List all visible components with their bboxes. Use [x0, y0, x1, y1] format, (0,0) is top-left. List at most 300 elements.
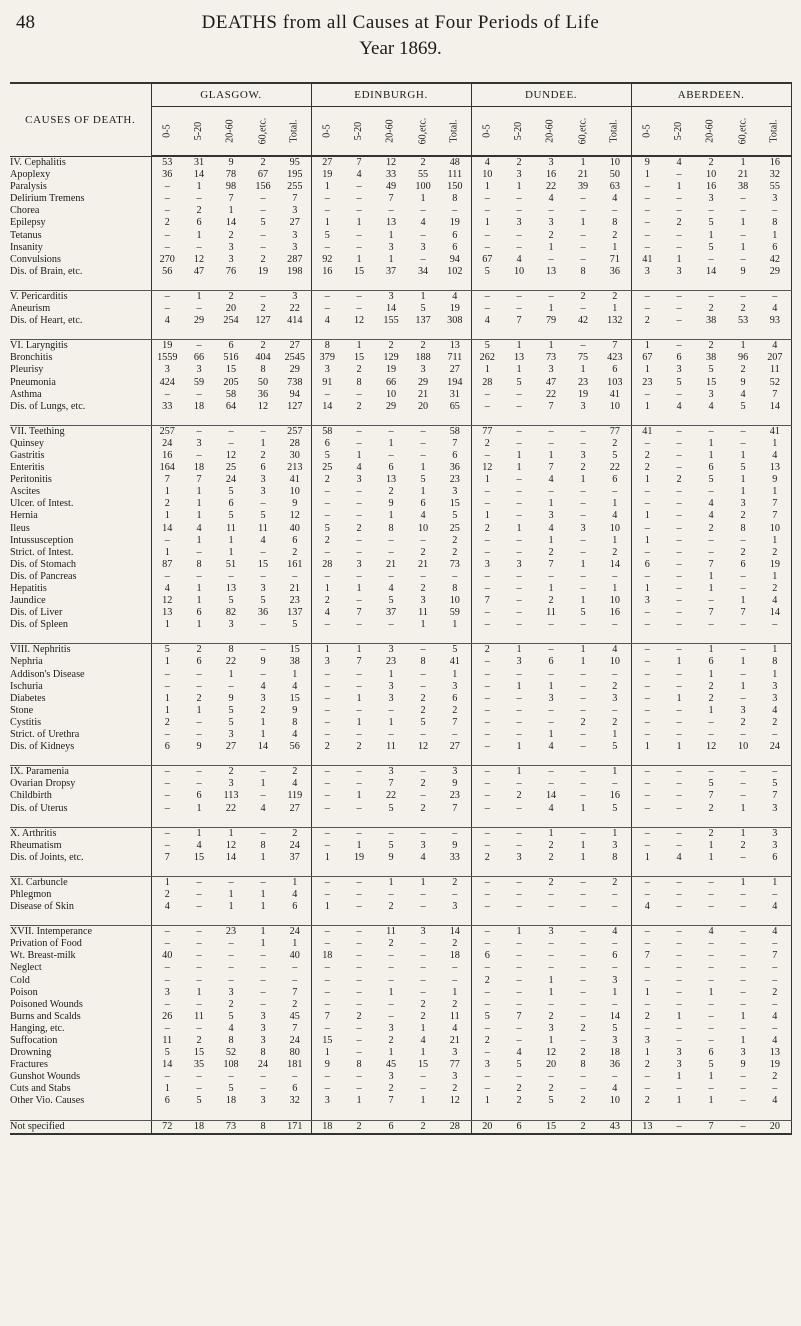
table-cell: –	[260, 950, 266, 962]
table-row	[10, 693, 791, 705]
table-cell: –	[631, 438, 663, 450]
table-cell: 3	[612, 1035, 618, 1046]
table-cell: 3	[356, 558, 362, 570]
table-cell: –	[580, 570, 586, 582]
table-cell: –	[452, 888, 458, 900]
table-cell: 1	[151, 656, 183, 668]
divider-cell	[503, 413, 535, 426]
table-row	[10, 559, 791, 571]
cause-label: VIII. Nephritis	[10, 644, 71, 656]
table-cell: 11	[258, 522, 268, 534]
table-row	[10, 315, 791, 327]
table-cell: 2	[420, 1010, 426, 1022]
table-cell: 7	[388, 1095, 394, 1107]
table-cell: 1	[516, 462, 522, 474]
table-cell: 5	[260, 595, 266, 607]
age-header-label: 5-20	[353, 121, 364, 141]
age-header-label: 60,etc.	[577, 117, 588, 145]
table-cell: –	[631, 230, 663, 242]
table-cell: 4	[196, 839, 202, 851]
table-cell: 11	[759, 364, 791, 376]
divider-cell	[311, 413, 343, 426]
table-cell: 10	[471, 169, 503, 181]
table-cell: 2	[676, 217, 682, 229]
divider-cell	[279, 278, 311, 291]
table-cell: –	[420, 570, 426, 582]
table-cell: –	[708, 729, 714, 741]
table-cell: –	[631, 729, 663, 741]
table-cell: 1	[260, 888, 266, 900]
table-cell: –	[631, 803, 663, 815]
table-cell: 36	[609, 265, 620, 277]
cause-label: Pneumonia	[10, 376, 56, 388]
table-cell: 2	[420, 998, 426, 1010]
table-cell: –	[311, 498, 343, 510]
table-cell: –	[452, 570, 458, 582]
table-cell: –	[260, 205, 266, 217]
table-cell: –	[580, 425, 586, 437]
table-cell: –	[311, 975, 343, 987]
table-cell: –	[708, 253, 714, 265]
table-cell: 6	[740, 558, 746, 570]
table-cell: 1	[759, 438, 791, 450]
table-cell: 5	[708, 364, 714, 376]
table-cell: –	[740, 986, 746, 998]
table-cell: 6	[612, 950, 618, 962]
table-cell: –	[631, 656, 663, 668]
table-cell: –	[516, 1071, 522, 1083]
table-cell: –	[420, 938, 426, 950]
cause-label: Disease of Skin	[10, 901, 74, 913]
table-cell: –	[548, 704, 554, 716]
table-cell: 2	[420, 802, 426, 814]
table-cell: 12	[151, 595, 183, 607]
table-cell: 52	[225, 1047, 237, 1059]
table-cell: –	[356, 766, 362, 778]
table-cell: 1	[388, 716, 394, 728]
table-cell: 67	[257, 169, 269, 181]
table-cell: 48	[449, 157, 460, 168]
table-cell: 1	[631, 535, 663, 547]
divider-cell	[567, 753, 599, 766]
cause-label: Delirium Tremens	[10, 193, 85, 205]
table-cell: 9	[260, 656, 266, 668]
table-cell: –	[631, 705, 663, 717]
table-cell: –	[740, 1083, 746, 1095]
table-cell: –	[311, 571, 343, 583]
table-cell: 5	[151, 1047, 183, 1059]
table-cell: –	[260, 425, 266, 437]
table-cell: –	[676, 510, 682, 522]
table-cell: 4	[311, 315, 343, 327]
table-cell: –	[708, 1083, 714, 1095]
table-cell: 12	[225, 839, 237, 851]
table-cell: 1	[708, 437, 714, 449]
table-cell: 2	[548, 229, 554, 241]
table-cell: 91	[311, 377, 343, 389]
table-cell: 5	[420, 716, 426, 728]
table-row	[10, 583, 791, 595]
table-cell: 1	[612, 986, 618, 998]
table-cell: 22	[545, 388, 557, 400]
table-cell: 24	[289, 839, 300, 851]
table-cell: –	[631, 876, 663, 889]
table-cell: –	[420, 205, 426, 217]
table-cell: 47	[545, 376, 557, 388]
table-cell: –	[612, 888, 618, 900]
table-cell: –	[580, 583, 586, 594]
table-cell: 45	[385, 1059, 397, 1071]
table-cell: 5	[228, 716, 234, 728]
table-cell: 1	[311, 583, 343, 595]
table-cell: 5	[612, 802, 618, 814]
table-cell: –	[631, 669, 663, 681]
table-cell: 4	[516, 253, 522, 265]
table-cell: –	[471, 827, 503, 840]
cause-label: Phlegmon	[10, 888, 52, 900]
table-cell: –	[548, 901, 554, 913]
table-cell: –	[516, 998, 522, 1010]
divider-cell	[215, 413, 247, 426]
table-cell: 73	[545, 352, 557, 364]
table-cell: –	[196, 546, 202, 558]
cause-label: Addison's Disease	[10, 668, 85, 680]
table-cell: –	[516, 193, 522, 205]
table-cell: 2	[388, 938, 394, 950]
table-cell: 8	[228, 1035, 234, 1046]
table-cell: 14	[225, 851, 237, 863]
table-cell: 5	[740, 462, 746, 474]
divider-cell	[439, 913, 471, 926]
table-row	[10, 352, 791, 364]
table-cell: –	[260, 766, 266, 778]
table-cell: 7	[311, 1011, 343, 1023]
table-cell: 1	[260, 901, 266, 913]
table-cell: –	[260, 193, 266, 205]
divider-cell	[631, 327, 663, 340]
table-cell: –	[471, 889, 503, 901]
table-cell: 39	[577, 181, 589, 193]
table-row	[10, 962, 791, 974]
table-cell: –	[196, 388, 202, 400]
table-cell: 1	[759, 571, 791, 583]
table-cell: 20	[545, 1059, 557, 1071]
table-row	[10, 741, 791, 753]
table-cell: 213	[287, 462, 303, 474]
table-cell: –	[740, 644, 746, 656]
table-cell: 19	[449, 303, 460, 315]
table-cell: –	[580, 486, 586, 498]
table-cell: –	[740, 766, 746, 778]
divider-cell	[10, 815, 151, 828]
divider-cell	[407, 753, 439, 766]
table-cell: 1	[631, 741, 663, 753]
table-row	[10, 303, 791, 315]
table-cell: –	[260, 986, 266, 998]
table-cell: 254	[223, 315, 239, 327]
table-cell: –	[420, 680, 426, 692]
table-cell: 3	[388, 644, 394, 656]
table-cell: –	[356, 729, 362, 741]
table-cell: –	[516, 962, 522, 974]
city-header-row	[10, 83, 791, 107]
table-cell: 2	[708, 340, 714, 352]
table-cell: 3	[452, 901, 458, 913]
divider-cell	[279, 1108, 311, 1121]
table-cell: 3	[420, 595, 426, 607]
table-cell: –	[516, 716, 522, 728]
table-cell: 47	[193, 265, 205, 277]
age-header-label: 20-60	[224, 119, 236, 143]
table-cell: 24	[759, 741, 791, 753]
table-cell: 1	[471, 217, 503, 229]
table-cell: 4	[708, 510, 714, 522]
table-cell: –	[631, 889, 663, 901]
divider-cell	[599, 864, 631, 877]
table-cell: –	[311, 705, 343, 717]
table-cell: 2	[612, 876, 618, 888]
table-cell: 1	[548, 680, 554, 692]
table-cell: –	[356, 229, 362, 241]
table-cell: 10	[609, 595, 620, 607]
table-cell: 1	[420, 486, 426, 498]
table-cell: 9	[311, 1059, 343, 1071]
table-cell: 1	[708, 839, 714, 851]
table-cell: 1	[740, 241, 746, 253]
divider-cell	[695, 278, 727, 291]
table-cell: 4	[420, 851, 426, 863]
table-cell: 73	[215, 1120, 247, 1134]
table-cell: –	[388, 570, 394, 582]
table-cell: 16	[545, 169, 557, 181]
table-cell: 80	[289, 1047, 300, 1059]
divider-cell	[215, 815, 247, 828]
table-row	[10, 790, 791, 802]
divider-cell	[503, 631, 535, 644]
table-cell: 2	[759, 987, 791, 999]
table-cell: 5	[612, 1022, 618, 1034]
table-cell: –	[471, 987, 503, 999]
table-cell: 6	[388, 462, 394, 474]
table-cell: –	[740, 790, 746, 802]
table-cell: –	[676, 498, 682, 510]
divider-cell	[727, 815, 759, 828]
table-cell: 6	[196, 217, 202, 229]
table-cell: 2	[580, 462, 586, 474]
table-cell: 1	[676, 1071, 682, 1083]
table-cell: 1	[708, 1071, 714, 1083]
table-cell: –	[631, 778, 663, 790]
table-cell: –	[420, 962, 426, 974]
table-cell: 3	[260, 1022, 266, 1034]
table-cell: 2	[420, 778, 426, 790]
table-cell: 3	[676, 364, 682, 376]
divider-cell	[151, 815, 183, 828]
table-cell: –	[196, 716, 202, 728]
table-cell: –	[151, 827, 183, 840]
table-cell: 2	[452, 876, 458, 888]
table-cell: –	[356, 205, 362, 217]
cause-label: Jaundice	[10, 595, 46, 607]
cause-label: Ulcer. of Intest.	[10, 498, 74, 510]
divider-cell	[311, 913, 343, 926]
cause-label: Quinsey	[10, 437, 44, 449]
table-cell: 1	[516, 926, 522, 938]
table-cell: –	[548, 290, 554, 302]
table-cell: 5	[292, 619, 298, 631]
table-cell: 13	[759, 1047, 791, 1059]
table-cell: 1	[612, 303, 618, 315]
table-cell: 8	[452, 193, 458, 205]
table-cell: 15	[449, 498, 460, 510]
table-cell: 3	[580, 449, 586, 461]
table-cell: 1	[356, 839, 362, 851]
table-cell: 5	[708, 241, 714, 253]
table-cell: –	[580, 888, 586, 900]
table-cell: 1	[580, 644, 586, 656]
table-cell: 21	[577, 169, 589, 181]
table-cell: 13	[385, 474, 397, 486]
table-cell: 31	[449, 388, 460, 400]
table-cell: 3	[631, 266, 663, 278]
table-cell: –	[311, 717, 343, 729]
divider-cell	[247, 815, 279, 828]
table-cell: –	[676, 926, 682, 938]
table-cell: 7	[708, 790, 714, 802]
table-cell: 23	[225, 926, 237, 938]
table-cell: 24	[151, 438, 183, 450]
table-cell: –	[196, 449, 202, 461]
table-cell: 2	[196, 1035, 202, 1046]
divider-cell	[10, 631, 151, 644]
table-cell: 2	[388, 340, 394, 352]
table-cell: 9	[452, 778, 458, 790]
cause-label: Diabetes	[10, 692, 46, 704]
table-cell: 43	[599, 1120, 631, 1134]
table-cell: 10	[385, 388, 397, 400]
table-cell: 38	[738, 181, 749, 193]
table-cell: 4	[196, 522, 202, 534]
table-cell: 5	[420, 303, 426, 315]
table-cell: 2	[708, 802, 714, 814]
age-header-label: 5-20	[673, 121, 685, 141]
divider-cell	[567, 631, 599, 644]
table-cell: 2	[196, 644, 202, 656]
table-cell: –	[151, 778, 183, 790]
table-cell: 19	[759, 1059, 791, 1071]
table-cell: 4	[759, 595, 791, 607]
table-cell: 1	[196, 498, 202, 510]
table-cell: –	[516, 619, 522, 631]
table-cell: –	[196, 974, 202, 986]
table-cell: 4	[420, 510, 426, 522]
table-cell: 2	[407, 1120, 439, 1134]
table-cell: 42	[577, 315, 589, 327]
table-cell: –	[580, 498, 586, 510]
divider-cell	[471, 631, 503, 644]
table-cell: 14	[257, 741, 269, 753]
table-cell: –	[759, 1023, 791, 1035]
table-cell: –	[356, 950, 362, 962]
table-cell: –	[676, 583, 682, 594]
table-cell: 15	[193, 851, 205, 863]
table-cell: 7	[452, 802, 458, 814]
table-cell: –	[740, 901, 746, 913]
table-cell: 2	[612, 229, 618, 241]
table-cell: 1	[759, 535, 791, 547]
table-cell: 5	[196, 1095, 202, 1107]
table-cell: 12	[471, 462, 503, 474]
table-cell: 5	[708, 217, 714, 229]
table-cell: 27	[289, 340, 300, 352]
table-cell: 11	[386, 926, 396, 938]
table-row	[10, 1120, 791, 1134]
table-cell: –	[356, 546, 362, 558]
table-cell: –	[260, 998, 266, 1010]
table-cell: 5	[311, 450, 343, 462]
table-cell: 1	[548, 534, 554, 546]
table-cell: 1	[740, 656, 746, 668]
table-cell: 9	[228, 157, 234, 168]
divider-cell	[631, 913, 663, 926]
table-cell: 1	[260, 716, 266, 728]
table-cell: –	[676, 729, 682, 741]
table-cell: 1	[151, 693, 183, 705]
table-cell: 1	[759, 230, 791, 242]
table-cell: 270	[151, 254, 183, 266]
table-cell: –	[516, 534, 522, 546]
table-row	[10, 401, 791, 413]
table-cell: 5	[759, 778, 791, 790]
table-cell: –	[471, 926, 503, 939]
table-cell: –	[311, 205, 343, 217]
table-cell: 13	[225, 583, 237, 594]
table-cell: 3	[151, 364, 183, 376]
table-cell: 41	[759, 425, 791, 438]
table-cell: 4	[388, 583, 394, 594]
table-cell: –	[759, 975, 791, 987]
divider-cell	[10, 864, 151, 877]
table-cell: 5	[548, 1095, 554, 1107]
table-cell: –	[196, 680, 202, 692]
table-cell: 2	[292, 766, 298, 778]
table-cell: 18	[193, 400, 205, 412]
table-cell: 25	[225, 462, 237, 474]
table-cell: –	[471, 303, 503, 315]
divider-cell	[279, 913, 311, 926]
table-cell: 5	[516, 1059, 522, 1071]
table-cell: 4	[228, 1022, 234, 1034]
table-cell: 4	[759, 303, 791, 315]
table-cell: 711	[447, 352, 463, 364]
divider-cell	[279, 815, 311, 828]
table-cell: 1	[548, 583, 554, 594]
table-cell: –	[151, 926, 183, 939]
table-cell: 14	[151, 1059, 183, 1071]
cause-label: Dis. of Pancreas	[10, 570, 77, 582]
table-cell: 195	[287, 169, 303, 181]
table-cell: 38	[706, 352, 717, 364]
table-cell: 3	[420, 926, 426, 938]
table-cell: 16	[609, 790, 620, 802]
divider-cell	[151, 278, 183, 291]
table-cell: –	[420, 253, 426, 265]
table-cell: 9	[452, 839, 458, 851]
table-cell: 1	[196, 181, 202, 193]
divider-cell	[343, 913, 375, 926]
table-cell: –	[196, 570, 202, 582]
table-cell: 2	[452, 998, 458, 1010]
